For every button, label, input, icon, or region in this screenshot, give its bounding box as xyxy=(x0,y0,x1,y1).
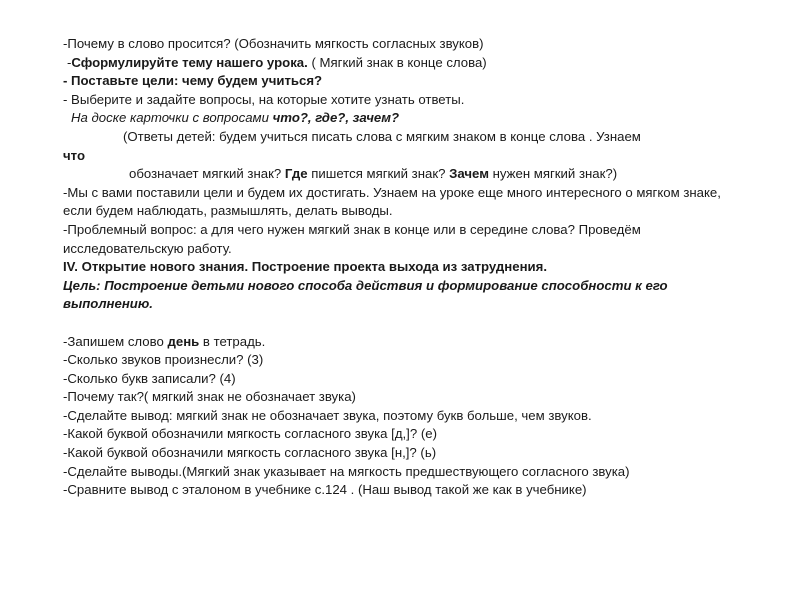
step-why: -Почему так?( мягкий знак не обозначает звука) xyxy=(63,389,356,405)
topic-answer: ( Мягкий знак в конце слова) xyxy=(307,54,487,70)
answers-where: Где xyxy=(284,166,308,182)
document-body xyxy=(63,35,753,500)
goals-line: - Поставьте цели: чему будем учиться? xyxy=(63,73,323,89)
answers-mid: пишется мягкий знак? xyxy=(307,166,450,182)
answers-what: что xyxy=(63,147,85,163)
step-write-post: в тетрадь. xyxy=(199,333,266,349)
step-write-pre: -Запишем слово xyxy=(63,333,168,349)
cards-line xyxy=(63,109,753,128)
blank-line xyxy=(63,314,753,333)
section-title: IV. Открытие нового знания. Построение проекта выхода из затруднения. xyxy=(63,259,548,275)
step-letters: -Сколько букв записали? (4) xyxy=(63,370,236,386)
topic-bold: Сформулируйте тему нашего урока. xyxy=(71,54,308,70)
answers-line-2 xyxy=(63,165,753,184)
step-sounds: -Сколько звуков произнесли? (3) xyxy=(63,352,264,368)
step-compare: -Сравните вывод с эталоном в учебнике с.124 . (Наш вывод такой же как в учебнике) xyxy=(63,482,587,498)
step-write-word xyxy=(63,333,753,352)
cards-questions: что?, где?, зачем? xyxy=(272,110,400,126)
step-softness-n: -Какой буквой обозначили мягкость согласного звука [н,]? (ь) xyxy=(63,445,437,461)
paragraph-goals: -Мы с вами поставили цели и будем их достигать. Узнаем на уроке еще много интересного о мягком знаке, если будем наблюдать, размышлять, делать выводы. xyxy=(63,184,721,219)
section-goal: Цель: Построение детьми нового способа действия и формирование способности к его выполнению. xyxy=(63,277,668,312)
topic-prefix: - xyxy=(67,54,72,70)
step-conclusions: -Сделайте выводы.(Мягкий знак указывает на мягкость предшествующего согласного звука) xyxy=(63,463,630,479)
answers-why: Зачем xyxy=(449,166,489,182)
answers-pre: обозначает мягкий знак? xyxy=(129,166,285,182)
question-line-1: -Почему в слово просится? (Обозначить мягкость согласных звуков) xyxy=(63,36,484,51)
cards-text: На доске карточки с вопросами xyxy=(71,110,273,126)
answers-post: нужен мягкий знак?) xyxy=(488,166,618,182)
answers-line: (Ответы детей: будем учиться писать слова с мягким знаком в конце слова . Узнаем xyxy=(123,128,641,144)
step-write-word-bold: день xyxy=(167,333,200,349)
step-conclusion: -Сделайте вывод: мягкий знак не обозначает звука, поэтому букв больше, чем звуков. xyxy=(63,407,592,423)
paragraph-problem: -Проблемный вопрос: а для чего нужен мягкий знак в конце или в середине слова? Проведём исследовательскую работу. xyxy=(63,221,641,256)
step-softness-d: -Какой буквой обозначили мягкость согласного звука [д,]? (е) xyxy=(63,426,437,442)
topic-line xyxy=(63,54,753,73)
choose-questions-line: - Выберите и задайте вопросы, на которые хотите узнать ответы. xyxy=(63,91,465,107)
